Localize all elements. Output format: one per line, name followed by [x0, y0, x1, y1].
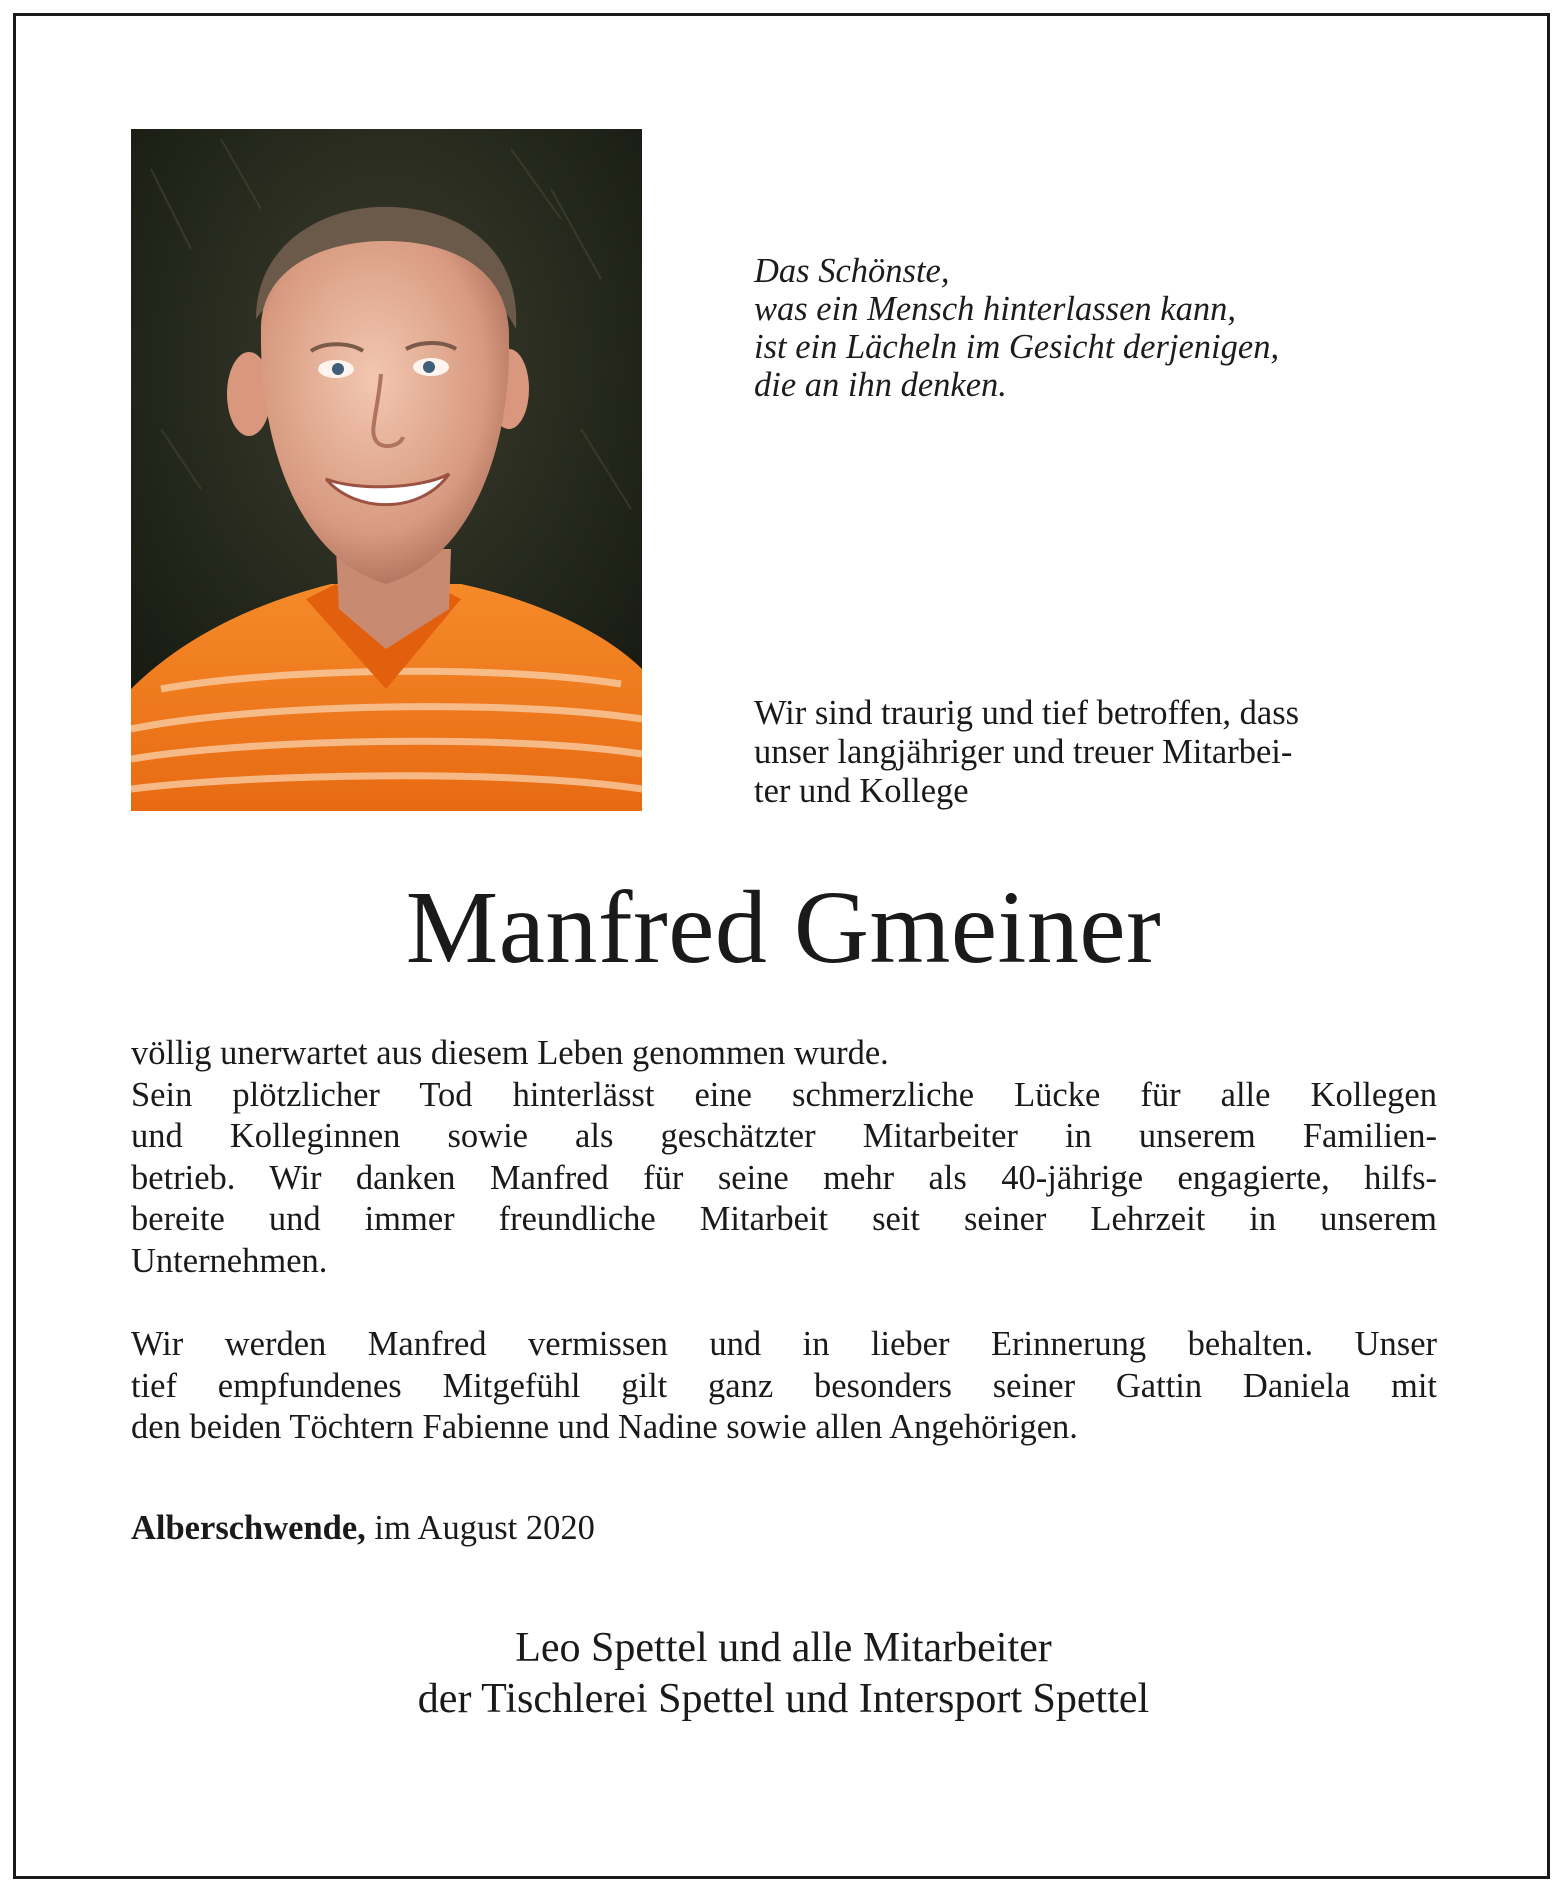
quote-line: die an ihn denken. — [754, 366, 1007, 404]
portrait-photo — [131, 129, 642, 811]
body-text — [131, 1033, 1437, 1449]
body-line: Unternehmen. — [131, 1241, 328, 1280]
place-name: Alberschwende, — [131, 1509, 366, 1547]
body-line: bereite und immer freundliche Mitarbeit seit seiner Lehrzeit in unserem — [131, 1200, 1437, 1238]
signature-line: Leo Spettel und alle Mitarbeiter — [515, 1625, 1052, 1671]
body-line: betrieb. Wir danken Manfred für seine mehr als 40-jährige engagierte, hilfs- — [131, 1158, 1437, 1197]
body-line: Sein plötzlicher Tod hinterlässt eine schmerzliche Lücke für alle Kollegen — [131, 1075, 1437, 1114]
intro-line: ter und Kollege — [754, 772, 969, 810]
paragraph-gap — [131, 1282, 1437, 1324]
body-line: völlig unerwartet aus diesem Leben genommen wurde. — [131, 1034, 889, 1072]
body-line: und Kolleginnen sowie als geschätzter Mitarbeiter in unserem Familien- — [131, 1117, 1437, 1155]
quote-line: ist ein Lächeln im Gesicht derjenigen, — [754, 328, 1280, 366]
date-text: im August 2020 — [374, 1509, 595, 1547]
quote-line: was ein Mensch hinterlassen kann, — [754, 290, 1236, 328]
signature-block — [0, 1623, 1567, 1725]
place-date — [131, 1507, 595, 1549]
intro-text — [754, 694, 1438, 811]
intro-line: unser langjähriger und treuer Mitarbei- — [754, 733, 1293, 771]
deceased-name: Manfred Gmeiner — [405, 870, 1162, 985]
body-line: tief empfundenes Mitgefühl gilt ganz besonders seiner Gattin Daniela mit — [131, 1366, 1437, 1405]
quote-block — [754, 252, 1454, 404]
body-line: Wir werden Manfred vermissen und in lieber Erinnerung behalten. Unser — [131, 1325, 1437, 1363]
body-line: den beiden Töchtern Fabienne und Nadine sowie allen Angehörigen. — [131, 1408, 1078, 1446]
intro-line: Wir sind traurig und tief betroffen, dass — [754, 694, 1300, 732]
signature-line: der Tischlerei Spettel und Intersport Spettel — [417, 1676, 1150, 1722]
quote-line: Das Schönste, — [754, 252, 950, 290]
